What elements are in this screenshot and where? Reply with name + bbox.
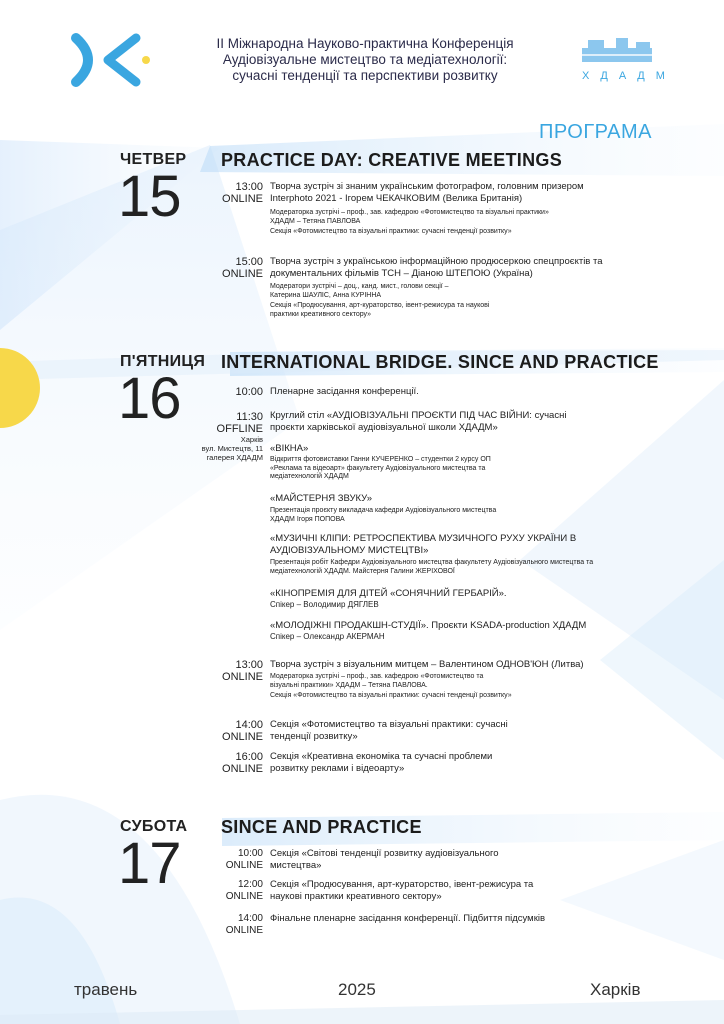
mode-value: ONLINE [225, 891, 263, 902]
event-heading: «КІНОПРЕМІЯ ДЛЯ ДІТЕЙ «СОНЯЧНИЙ ГЕРБАРІЙ». [270, 588, 507, 599]
day-name: СУБОТА [120, 818, 188, 835]
event-text: Творча зустріч з українською інформаційною продюсеркою спецпроєктів та документальних фільмів ТСН – Діаною ШТЕПОЮ (Україна) [270, 256, 603, 279]
time-value: 16:00 [235, 751, 263, 763]
day-name: ЧЕТВЕР [120, 151, 187, 168]
time-value: 12:00 [237, 879, 263, 890]
time-value: 14:00 [237, 913, 263, 924]
day-number: 15 [118, 164, 181, 229]
event-text: Секція «Продюсування, арт-кураторство, івент-режисура та наукові практики креативного сектору» [270, 879, 534, 902]
event-time [226, 848, 263, 872]
event-note: Секція «Фотомистецтво та візуальні практики: сучасні тенденції розвитку» [270, 692, 512, 699]
academy-logo-text: Х Д А Д М [582, 70, 669, 82]
title-line-1: ІІ Міжнародна Науково-практична Конференція [216, 36, 514, 51]
event-note: Модератори зустрічі – доц., канд. мист., голови секції – Катерина ШАУЛІС, Анна КУРІННА [270, 283, 449, 299]
event-text: Творча зустріч з візуальним митцем – Валентином ОДНОВ'ЮН (Литва) [270, 659, 584, 670]
event-note: Презентація проєкту викладача кафедри Аудіовізуального мистецтва ХДАДМ Ігоря ПОПОВА [270, 507, 497, 523]
location-line: вул. Мистецтв, 11 [201, 444, 263, 453]
time-value: 13:00 [235, 181, 263, 193]
mode-value: OFFLINE [216, 423, 263, 435]
event-note: Секція «Продюсування, арт-кураторство, івент-режисура та наукові практики креативного сектору» [270, 302, 490, 318]
footer-city: Харків [590, 980, 641, 999]
event-time [226, 879, 263, 903]
mode-value: ONLINE [225, 925, 263, 936]
mode-value: ONLINE [222, 671, 263, 683]
mode-value: ONLINE [222, 193, 263, 205]
event-heading: «ВІКНА» [270, 443, 309, 454]
time-value: 14:00 [235, 719, 263, 731]
location-line: Харків [240, 435, 263, 444]
mode-value: ONLINE [222, 268, 263, 280]
day-number: 17 [118, 831, 181, 896]
event-text: Секція «Фотомистецтво та візуальні практики: сучасні тенденції розвитку» [270, 719, 508, 742]
mode-value: ONLINE [225, 860, 263, 871]
event-time [217, 411, 263, 435]
event-time [222, 256, 263, 280]
event-text: Секція «Креативна економіка та сучасні проблеми розвитку реклами і відеоарту» [270, 751, 493, 774]
event-note: Спікер – Володимир ДЯГЛЕВ [270, 600, 379, 609]
event-note: Модераторка зустрічі – проф., зав. кафедрою «Фотомистецтво та візуальні практики» ХДАДМ – Тетяна ПАВЛОВА [270, 209, 549, 225]
day-title: SINCE AND PRACTICE [221, 817, 422, 837]
event-note: Спікер – Олександр АКЕРМАН [270, 632, 385, 641]
event-time [222, 751, 263, 775]
event-text: Пленарне засідання конференції. [270, 386, 419, 397]
event-note: Відкриття фотовиставки Ганни КУЧЕРЕНКО – студентки 2 курсу ОП «Реклама та відеоарт» факультету Аудіовізуального мистецтва та медіатехнологій ХДАДМ [270, 456, 491, 481]
event-time: 10:00 [235, 386, 263, 398]
event-text: Фінальне пленарне засідання конференції. Підбиття підсумків [270, 913, 546, 924]
day-title: PRACTICE DAY: CREATIVE MEETINGS [221, 150, 562, 170]
event-time [222, 719, 263, 743]
event-note: Презентація робіт Кафедри Аудіовізуального мистецтва факультету Аудіовізуального мистецтва та медіатехнологій ХДАДМ. Майстерня Галини ЖЕРІХОВОЇ [270, 559, 594, 575]
event-heading: «МАЙСТЕРНЯ ЗВУКУ» [270, 493, 373, 504]
program-label: ПРОГРАМА [538, 121, 652, 143]
conference-title [180, 36, 550, 84]
event-text: Творча зустріч зі знаним українським фотографом, головним призером Interphoto 2021 - Ігорем ЧЕКАЧКОВИМ (Велика Британія) [270, 181, 584, 204]
day-title: INTERNATIONAL BRIDGE. SINCE AND PRACTICE [221, 352, 659, 372]
mode-value: ONLINE [222, 763, 263, 775]
day-name: П'ЯТНИЦЯ [120, 353, 206, 370]
footer-year: 2025 [338, 980, 376, 999]
event-time [226, 913, 263, 937]
time-value: 11:30 [236, 411, 263, 423]
event-time [222, 181, 263, 205]
event-note: Секція «Фотомистецтво та візуальні практики: сучасні тенденції розвитку» [270, 228, 512, 235]
footer-month: травень [74, 980, 138, 999]
day-number: 16 [118, 366, 181, 431]
event-time [222, 659, 263, 683]
title-line-3: сучасні тенденції та перспективи розвитку [232, 68, 498, 83]
time-value: 10:00 [237, 848, 263, 859]
mode-value: ONLINE [222, 731, 263, 743]
event-location [202, 435, 263, 462]
title-line-2: Аудіовізуальне мистецтво та медіатехнології: [222, 52, 508, 67]
event-text: Секція «Світові тенденції розвитку аудіовізуального мистецтва» [270, 848, 499, 871]
location-line: галерея ХДАДМ [206, 453, 263, 462]
event-note: Модераторка зустрічі – проф., зав. кафедрою «Фотомистецтво та візуальні практики» ХДАДМ – Тетяна ПАВЛОВА. [270, 673, 484, 689]
event-heading: «МОЛОДІЖНІ ПРОДАКШН-СТУДІЇ». Проєкти KSADA-production ХДАДМ [270, 620, 587, 631]
event-heading: «МУЗИЧНІ КЛІПИ: РЕТРОСПЕКТИВА МУЗИЧНОГО РУХУ УКРАЇНИ В АУДІОВІЗУАЛЬНОМУ МИСТЕЦТВІ» [270, 533, 577, 556]
time-value: 13:00 [235, 659, 263, 671]
conference-logo-icon [70, 32, 154, 88]
time-value: 15:00 [235, 256, 263, 268]
academy-logo-icon [580, 34, 656, 70]
event-text: Круглий стіл «АУДІОВІЗУАЛЬНІ ПРОЄКТИ ПІД ЧАС ВІЙНИ: сучасні проєкти харківської аудіовізуальної школи ХДАДМ» [270, 410, 567, 433]
